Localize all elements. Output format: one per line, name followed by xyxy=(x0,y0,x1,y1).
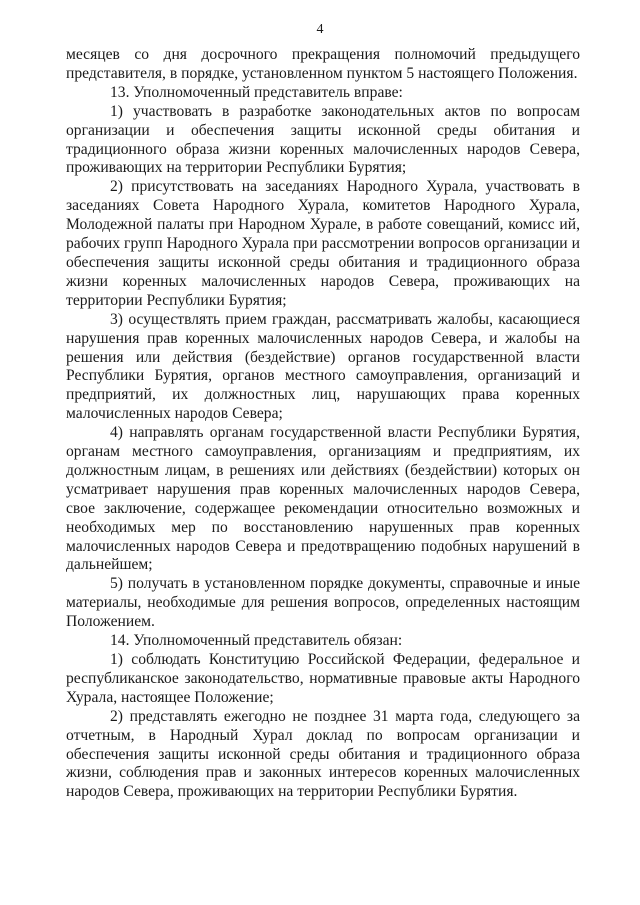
list-item: 2) представлять ежегодно не позднее 31 марта года, следующего за отчетным, в Народный Хурал доклад по вопросам организации и обеспечения защиты исконной среды обитания и традиционного образа жизни, соблюдения прав и законных интересов коренных малочисленных народов Севера, проживающих на территории Республики Бурятия. xyxy=(66,707,580,801)
paragraph: месяцев со дня досрочного прекращения полномочий предыдущего представителя, в порядке, установленном пунктом 5 настоящего Положения. xyxy=(66,46,580,82)
list-item: 3) осуществлять прием граждан, рассматривать жалобы, касающиеся нарушения прав коренных малочисленных народов Севера, и жалобы на решения или действия (бездействие) органов государственной власти Республики Бурятия, органов местного самоуправления, организаций и предприятий, их должностных лиц, нарушающих права коренных малочисленных народов Севера; xyxy=(66,310,580,423)
page-number: 4 xyxy=(316,22,324,37)
list-item: 4) направлять органам государственной власти Республики Бурятия, органам местного самоуправления, организациям и предприятиям, их должностным лицам, в решениях или действиях (бездействии) которых он усматривает нарушения прав коренных малочисленных народов Севера, свое заключение, содержащее рекомендации относительно возможных и необходимых мер по восстановлению нарушенных прав коренных малочисленных народов Севера и предотвращению подобных нарушений в дальнейшем; xyxy=(66,424,580,574)
list-item: 1) участвовать в разработке законодательных актов по вопросам организации и обеспечения защиты исконной среды обитания и традиционного образа жизни коренных малочисленных народов Севера, проживающих на территории Республики Бурятия; xyxy=(66,102,580,177)
list-item: 5) получать в установленном порядке документы, справочные и иные материалы, необходимые для решения вопросов, определенных настоящим Положением. xyxy=(66,575,580,631)
list-item: 2) присутствовать на заседаниях Народного Хурала, участвовать в заседаниях Совета Народного Хурала, комитетов Народного Хурала, Молодежной палаты при Народном Хурале, в работе совещаний, комисс ий, рабочих групп Народного Хурала при рассмотрении вопросов организации и обеспечения защиты исконной среды обитания и традиционного образа жизни коренных малочисленных народов Севера, проживающих на территории Республики Бурятия; xyxy=(66,178,580,309)
list-item: 1) соблюдать Конституцию Российской Федерации, федеральное и республиканское законодательство, нормативные правовые акты Народного Хурала, настоящее Положение; xyxy=(66,651,580,706)
document-body xyxy=(66,46,580,802)
section-heading-14: 14. Уполномоченный представитель обязан: xyxy=(110,632,403,650)
section-heading-13: 13. Уполномоченный представитель вправе: xyxy=(110,83,403,101)
